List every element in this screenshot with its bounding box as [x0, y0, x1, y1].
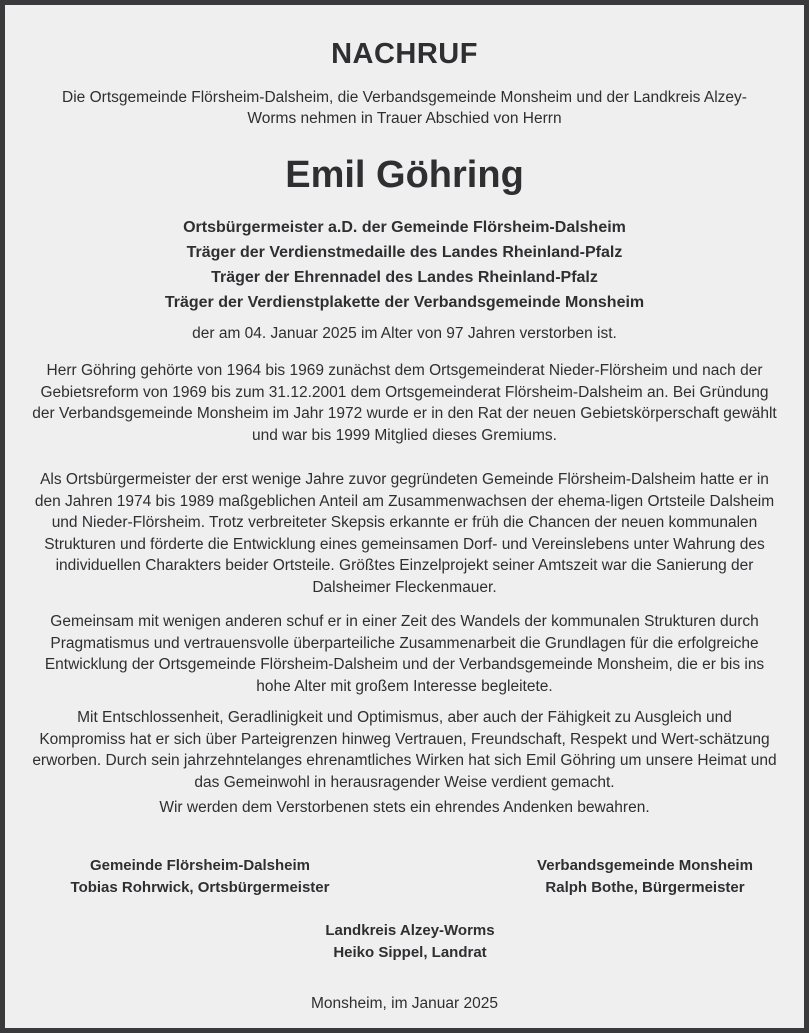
signatory-org: Verbandsgemeinde Monsheim [537, 857, 753, 874]
deceased-name: Emil Göhring [285, 154, 524, 196]
honors-list [10, 215, 799, 315]
signatory-person: Heiko Sippel, Landrat [333, 944, 487, 961]
paragraph-tribute: Mit Entschlossenheit, Geradlinigkeit und Optimismus, aber auch der Fähigkeit zu Ausgleich und Kompromiss hat er sich über Parteigrenzen hinweg Vertrauen, Freundschaft, Respekt und Wert-schätzung erworben. Durch sein jahrzehntelanges ehrenamtliches Wirken hat sich Emil Göhring um unsere Heimat und das Gemeinwohl in herausragender Weise verdient gemacht. [32, 709, 777, 791]
death-line: der am 04. Januar 2025 im Alter von 97 Jahren verstorben ist. [192, 325, 617, 342]
honor-item: Ortsbürgermeister a.D. der Gemeinde Flörsheim-Dalsheim [183, 219, 626, 236]
paragraph-mayor: Als Ortsbürgermeister der erst wenige Jahre zuvor gegründeten Gemeinde Flörsheim-Dalsheim hatte er in den Jahren 1974 bis 1989 maßgeblichen Anteil am Zusammenwachsen der ehema-ligen Ortsteile Dalsheim und Nieder-Flörsheim. Trotz verbreiteter Skepsis erkannte er früh die Chancen der neuen kommunalen Strukturen und förderte die Entwicklung eines gemeinsamen Dorf- und Vereinslebens unter Wahrung des individuellen Charakters beider Ortsteile. Größtes Einzelprojekt seiner Amtszeit war die Sanierung der Dalsheimer Fleckenmauer. [34, 471, 775, 596]
paragraph-legacy: Gemeinsam mit wenigen anderen schuf er in einer Zeit des Wandels der kommunalen Strukturen durch Pragmatismus und vertrauensvolle überparteiliche Zusammenarbeit die Grundlagen für die erfolgreiche Entwicklung der Ortsgemeinde Flörsheim-Dalsheim und der Verbandsgemeinde Monsheim, die er bis ins hohe Alter mit großem Interesse begleitete. [44, 613, 765, 695]
obituary-content [10, 10, 799, 1023]
signatory-org: Gemeinde Flörsheim-Dalsheim [89, 857, 311, 874]
honor-item: Träger der Verdienstplakette der Verbandsgemeinde Monsheim [164, 294, 645, 311]
place-date: Monsheim, im Januar 2025 [311, 995, 498, 1012]
page-title: NACHRUF [331, 38, 478, 70]
honor-item: Träger der Verdienstmedaille des Landes Rheinland-Pfalz [186, 244, 623, 261]
signatory-left [40, 855, 360, 899]
signatory-person: Ralph Bothe, Bürgermeister [545, 879, 745, 896]
intro-text: Die Ortsgemeinde Flörsheim-Dalsheim, die Verbandsgemeinde Monsheim und der Landkreis Alzey-Worms nehmen in Trauer Abschied von Herrn [62, 89, 747, 127]
signatory-right [500, 855, 790, 899]
paragraph-career: Herr Göhring gehörte von 1964 bis 1969 zunächst dem Ortsgemeinderat Nieder-Flörsheim und nach der Gebietsreform von 1969 bis zum 31.12.2001 dem Ortsgemeinderat Flörsheim-Dalsheim an. Bei Gründung der Verbandsgemeinde Monsheim im Jahr 1972 wurde er in den Rat der neuen Gebietskörperschaft gewählt und war bis 1999 Mitglied dieses Gremiums. [32, 362, 777, 444]
honor-item: Träger der Ehrennadel des Landes Rheinland-Pfalz [211, 269, 598, 286]
closing-line: Wir werden dem Verstorbenen stets ein ehrendes Andenken bewahren. [159, 799, 650, 816]
signatory-person: Tobias Rohrwick, Ortsbürgermeister [70, 879, 330, 896]
signatory-org: Landkreis Alzey-Worms [325, 922, 495, 939]
signatory-center [210, 920, 610, 964]
